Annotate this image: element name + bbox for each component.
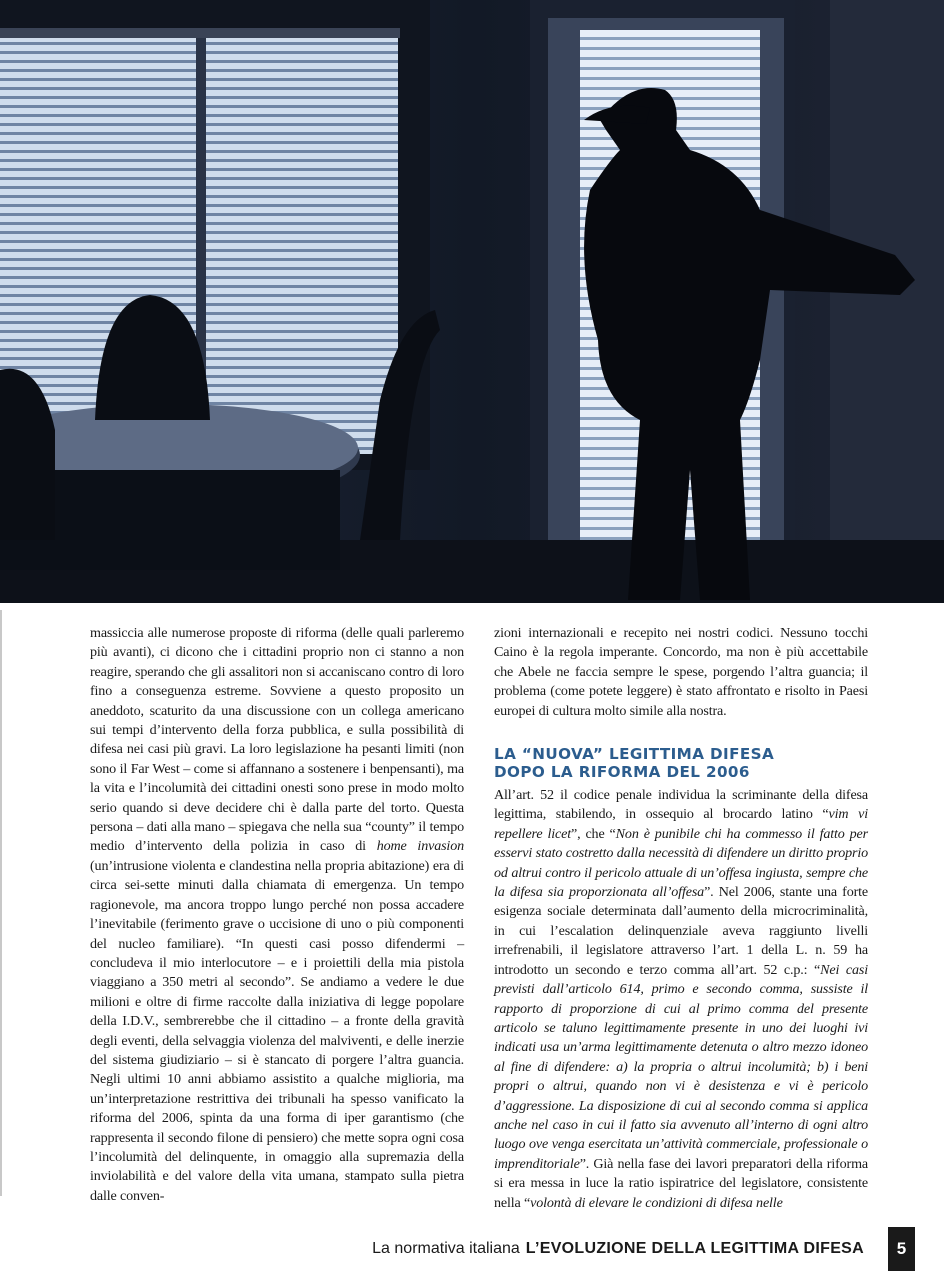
intruder-silhouette-photo	[0, 0, 944, 603]
footer-title: L’EVOLUZIONE DELLA LEGITTIMA DIFESA	[525, 1240, 864, 1257]
page-edge-rule	[0, 610, 2, 1196]
hero-photo	[0, 0, 944, 603]
italic-term-home-invasion: home invasion	[376, 838, 464, 855]
art52-quote: Non è punibile chi ha commesso il fatto per esservi stato costretto dalla necessità di difendere un diritto proprio od altrui contro il pericolo attuale di un’offesa ingiusta, sempre che la difesa sia proporzionata all’offesa	[494, 825, 868, 901]
latin-brocard: vim vi repellere licet	[494, 806, 868, 842]
body-text-4: ”. Già nella fase dei lavori preparatori della riforma si era messa in luce la ratio ispiratrice del legislatore, consistente nella “	[494, 1155, 868, 1211]
preparatory-works-quote: volontà di elevare le condizioni di difesa nelle	[530, 1194, 783, 1211]
section-heading-line2: DOPO LA RIFORMA DEL 2006	[494, 763, 750, 782]
right-intro-paragraph: zioni internazionali e recepito nei nostri codici. Nessuno tocchi Caino è la regola imperante. Concordo, ma non è più accettabile che Abele ne faccia sempre le spese, porgendo l’altra guancia; il problema (come potete leggere) è stato affrontato e risolto in Paesi europei di cultura molto simile alla nostra.	[494, 625, 868, 719]
body-text-3: ”. Nel 2006, stante una forte esigenza sociale determinata dall’aumento della microcriminalità, in cui l’escalation delinquenziale aveva raggiunto livelli irrefrenabili, il legislatore attraverso l’art. 1 della L. n. 59 ha introdotto un secondo e terzo comma all’art. 52 c.p.: “	[494, 884, 869, 978]
footer-section: La normativa italiana	[372, 1240, 520, 1257]
left-paragraph-part1: massiccia alle numerose proposte di riforma (delle quali parleremo più avanti), ci dicono che i cittadini proprio non ci stanno a non reagire, sperando che gli assalitori non si accaniscano contro di loro fino a conseguenza estreme. Sovviene a questo proposito un aneddoto, scaturito da una discussione con un collega americano sui tempi d’intervento della forza pubblica, e sulla possibilità di difesa nei casi più gravi. La loro legislazione ha pesanti limiti (non sono il Far West – come si affannano a sostenere i benpensanti), ma la vita e l’incolumità dei cittadini onesti sono prese in modo molto serio quando si deve decidere chi è dalla parte del torto. Questa persona – dati alla mano – spiegava che nella sua “county” il tempo medio d’intervento della polizia in caso di	[90, 625, 464, 855]
body-text-2: ”, che “	[570, 825, 616, 842]
right-text-column	[494, 624, 868, 1213]
left-paragraph-part2: (un’intrusione violenta e clandestina nella propria abitazione) era di circa sei-sette minuti dalla chiamata di emergenza. Un tempo ragionevole, ma ancora troppo lungo perché non possa accadere l’inevitabile (ferimento grave o uccisione di uno o più componenti del nucleo familiare). “In questi casi posso difendermi – concludeva il mio interlocutore – e i proiettili della mia pistola viaggiano a 350 metri al secondo”. Se andiamo a vedere le due milioni e oltre di firme raccolte dalla iniziativa di legge popolare della I.D.V., sembrerebbe che il cittadino – a fronte della gravità degli eventi, della selvaggia violenza del malviventi, e delle inerzie del sistema giudiziario – si è stancato di porgere l’altra guancia. Negli ultimi 10 anni abbiamo assistito a qualche miglioria, ma un’interpretazione restrittiva dei tribunali ha spesso vanificato la riforma del 2006, spinta da una forma di iper garantismo (che rappresenta il secondo filone di pensiero) che mette sopra ogni cosa l’incolumità del delinquente, in omaggio alla supremazia della inviolabilità e del valore della vita umana, stampato sulla pietra dalle conven-	[90, 857, 464, 1204]
body-text-1: All’art. 52 il codice penale individua la scriminante della difesa legittima, stabilendo, in ossequio al brocardo latino “	[494, 787, 868, 823]
section-heading	[494, 745, 868, 781]
left-text-column	[90, 624, 464, 1206]
law59-quote: Nei casi previsti dall’articolo 614, primo e secondo comma, sussiste il rapporto di proporzione di cui al primo comma del presente articolo se taluno legittimamente presente in uno dei luoghi ivi indicati usa un’arma legittimamente detenuta o altro mezzo idoneo al fine di difendere: a) la propria o altrui incolumità; b) i beni propri o altrui, quando non vi è desistenza e vi è pericolo d’aggressione. La disposizione di cui al secondo comma si applica anche nel caso in cui il fatto sia avvenuto all’interno di ogni altro luogo ove venga esercitata un’attività commerciale, professionale o imprenditoriale	[494, 961, 868, 1172]
section-heading-line1: LA “NUOVA” LEGITTIMA DIFESA	[494, 745, 775, 764]
page-number: 5	[888, 1227, 915, 1271]
page-footer	[372, 1234, 864, 1264]
left-paragraph	[90, 624, 464, 1206]
right-body-paragraph	[494, 786, 868, 1213]
